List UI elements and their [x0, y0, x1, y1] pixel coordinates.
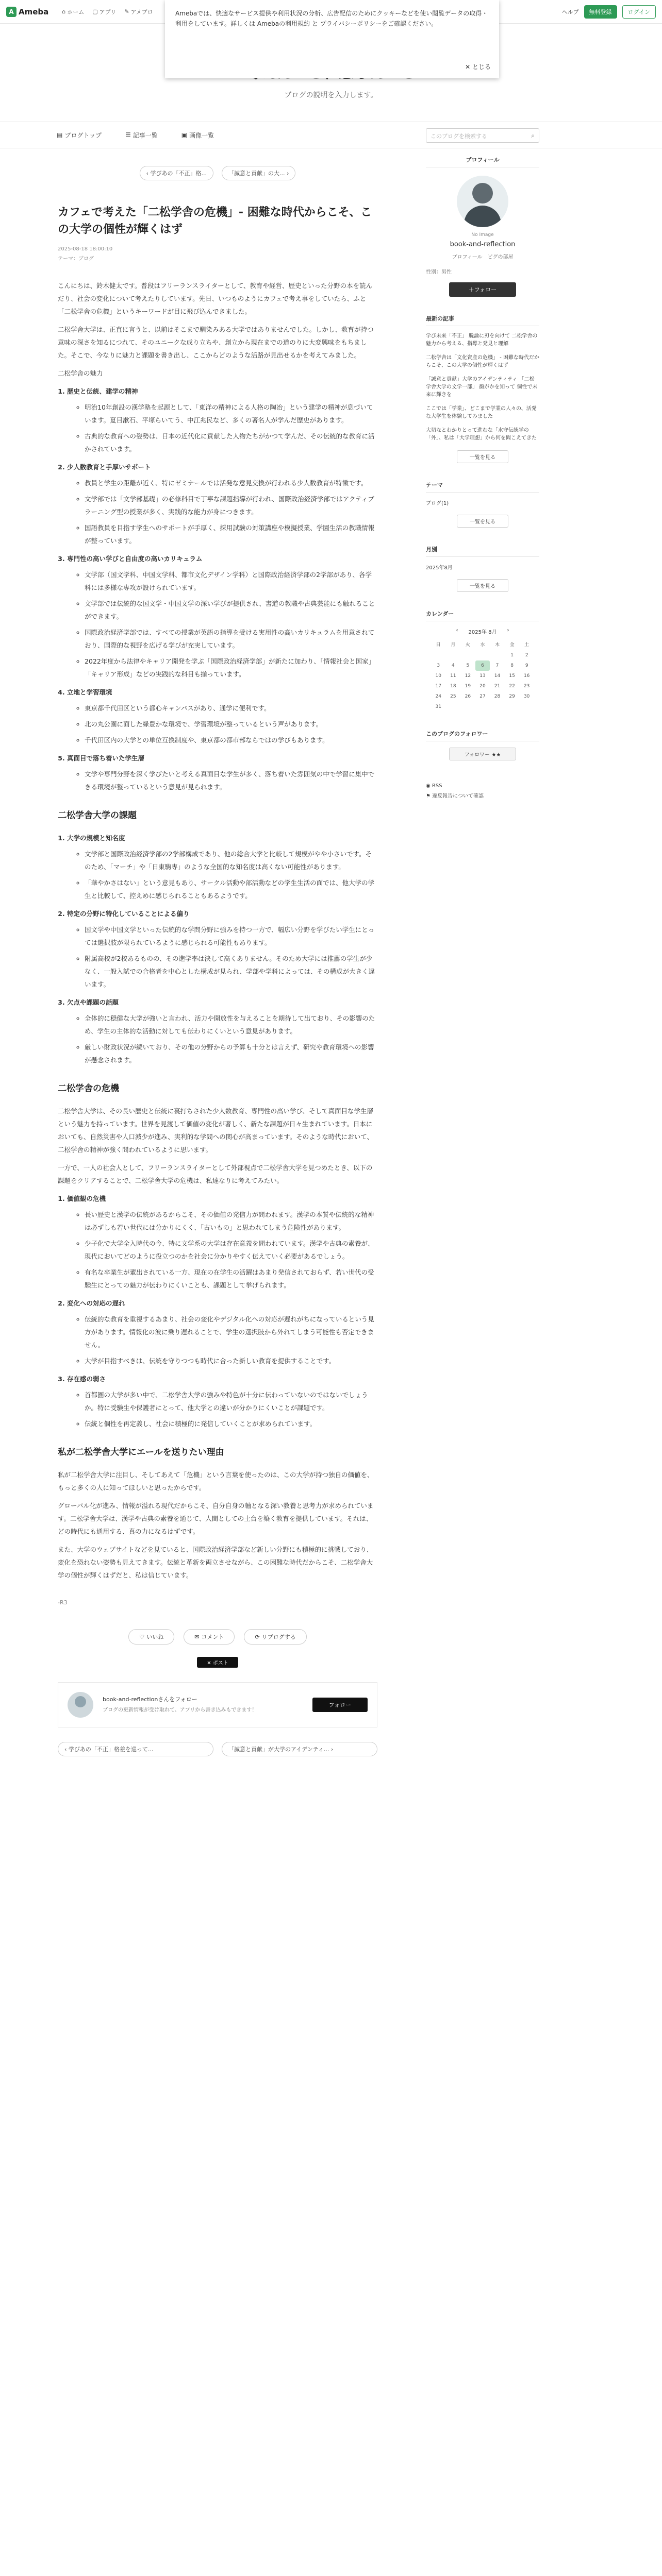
cal-day[interactable]: 26 — [465, 694, 471, 699]
entry-title: カフェで考えた「二松学舎の危機」- 困難な時代からこそ、この大学の個性が輝くはず — [58, 206, 372, 236]
cal-day[interactable]: 24 — [435, 694, 441, 699]
cal-weekday: 木 — [495, 642, 500, 648]
comment-button[interactable]: ✉ コメント — [184, 1629, 235, 1645]
widget-heading: 月別 — [426, 545, 539, 557]
blog-nav — [0, 122, 662, 148]
paragraph: 二松学舎大学は、正直に言うと、以前はそこまで馴染みある大学ではありませんでした。しかし、教育が持つ意味の深さを知るにつれて、そのユニークな成り立ちや、創立から現在までの道のりに大変興味をもちました。そこで、今なりに魅力と課題を書き出し、ここからどのような活路が見出せるかを考えてみました。 — [58, 326, 374, 359]
archive-widget — [426, 545, 539, 592]
profile-widget — [426, 156, 539, 297]
cal-weekday: 水 — [480, 642, 485, 648]
theme-more-button[interactable]: 一覧を見る — [457, 515, 508, 528]
recent-entry-link[interactable]: 学び未来「不正」 脱論に刃を向けて 二松学舎の魅力から考える、指導と発見と理解 — [426, 333, 538, 347]
paragraph: グローバル化が進み、情報が溢れる現代だからこそ、自分自身の軸となる深い教養と思考力が求められています。二松学舎大学は、漢学や古典の素養を通じて、人間としての土台を築く教育を提供しています。それは、どの時代にも通用する、真の力になるはずです。 — [58, 1502, 374, 1535]
cal-day — [519, 702, 534, 712]
cal-day[interactable]: 4 — [451, 663, 455, 668]
blog-search-input[interactable]: このブログを検索する ⌕ — [426, 128, 539, 143]
help-link[interactable]: ヘルプ — [561, 8, 579, 15]
nav-ameblo[interactable]: ✎ アメブロ — [124, 8, 153, 15]
search-icon[interactable]: ⌕ — [531, 132, 535, 139]
crisis-list: 1. 価値観の危機 ◦ 長い歴史と漢学の伝統があるからこそ、その価値の発信力が問われます。漢学の本質や伝統的な精神は必ずしも若い世代には分かりにくく、「古いもの」と思われてしまう危険性があります。 ◦ 少子化で大学全入時代の今、特に文学系の大学は存在意義を問われています。漢学や古典の素養が、現代においてどのように役立つのかを社会に分かりやすく伝えていく必要があるでしょう。 ◦ 有名な卒業生が輩出されている一方、現在の在学生の活躍はあまり発信されておらず、若い世代の受験生にとっての魅力が伝わりにくいことも、課題として挙げられます。 2. 変化への対応の遅れ ◦ 伝統的な教育を重視するあまり、社会の変化やデジタル化への対応が遅れがちになっているという見方があります。情報化の波に乗り遅れることで、学生の選択肢から外れてしまう可能性も否定できません。 ◦ 大学が目指すべきは、伝統を守りつつも時代に合った新しい教育を提供することです。 3. 存在感の弱さ ◦ 首都圏の大学が多い中で、二松学舎大学の強みや特色が十分に伝わっていないのではないでしょうか。特に受験生や保護者にとって、他大学との違いが分かりにくいことが課題です。 ◦ 伝統と個性を再定義し、社会に積極的に発信していくことが求められています。 — [67, 1192, 377, 1430]
paragraph: こんにちは、鈴木健太です。普段はフリーランスライターとして、教育や経営、歴史といった分野の本を読んだり、社会の変化について考えたりしています。先日、いつものようにカフェで考え事をしていたら、ふと「二松学舎の危機」というキーワードが目に飛び込んできました。 — [58, 282, 373, 315]
post-share-button[interactable]: ✕ ポスト — [197, 1657, 238, 1668]
cal-day[interactable]: 8 — [510, 663, 514, 668]
recent-entry-link[interactable]: 「誠意と貢献」大学のアイデンティティ 「二松学舎大学の文学一部」 顔がかを知って 個性で未来に輝きを — [426, 377, 538, 398]
profile-name[interactable]: book-and-reflection — [450, 241, 516, 248]
attractions-list: 1. 歴史と伝統、建学の精神 ◦ 明治10年創設の漢学塾を起源として、「東洋の精神による人格の陶冶」という建学の精神が息づいています。夏目漱石、平塚らいてう、中江兆民など、多くの著名人が学んだ歴史があります。 ◦ 古典的な教育への姿勢は、日本の近代化に貢献した人物たちがかつて学んだ、その伝統的な教育に活かされています。 2. 少人数教育と手厚いサポート ◦ 教員と学生の距離が近く、特にゼミナールでは活発な意見交換が行われる少人数教育が特徴です。 ◦ 文学部では「文学部基礎」の必修科目で丁寧な課題指導が行われ、国際政治経済学部ではアクティブラーニング型の授業が多く、実践的な能力が身につきます。 ◦ 国語教員を目指す学生へのサポートが手厚く、採用試験の対策講座や模擬授業、学園生活の教職情報が整っています。 3. 専門性の高い学びと自由度の高いカリキュラム ◦ 文学部（国文学科、中国文学科、都市文化デザイン学科）と国際政治経済学部の2学部があり、各学科には多様な専攻が設けられています。 ◦ 文学部では伝統的な国文学・中国文学の深い学びが提供され、書道の教職や古典芸能にも触れることができます。 ◦ 国際政治経済学部では、すべての授業が英語の指導を受ける実用性の高いカリキュラムを用意されており、国際的な視野を広げる学びが充実しています。 ◦ 2022年度から法律やキャリア開発を学ぶ「国際政治経済学部」が新たに加わり、「情報社会と国家」「キャリア形成」などの実践的な科目も揃っています。 4. 立地と学習環境 ◦ 東京都千代田区という都心キャンパスがあり、通学に便利です。 ◦ 北の丸公園に面した緑豊かな環境で、学習環境が整っているという声があります。 ◦ 千代田区内の大学との単位互換制度や、東京都の都市部ならではの学びもあります。 5. 真面目で落ち着いた学生層 ◦ 文学や専門分野を深く学びたいと考える真面目な学生が多く、落ち着いた雰囲気の中で学習に集中できる環境が整っているという意見が見られます。 — [67, 385, 377, 793]
main-column — [58, 156, 377, 1756]
cal-day[interactable]: 11 — [450, 673, 456, 679]
rss-icon: ◉ — [426, 783, 431, 789]
reaction-buttons — [58, 1629, 377, 1645]
entry-theme[interactable]: テーマ：ブログ — [58, 256, 94, 262]
paragraph: 一方で、一人の社会人として、フリーランスライターとして外部視点で二松学舎大学を見つめたとき、以下の課題をクリアすることで、二松学舎大学の危機は、私達なりに考えてみたい。 — [58, 1164, 373, 1184]
cal-day[interactable]: 25 — [450, 694, 456, 699]
paragraph: 二松学舎の魅力 — [58, 369, 103, 377]
bottom-pager — [58, 1742, 377, 1756]
cal-day[interactable]: 12 — [465, 673, 471, 679]
cal-day[interactable]: 31 — [435, 704, 441, 709]
rss-link[interactable]: ◉ RSS — [426, 783, 442, 789]
cal-prev-button[interactable]: ‹ — [456, 628, 458, 633]
follow-box — [58, 1682, 377, 1727]
cal-day[interactable]: 16 — [523, 673, 530, 679]
reblog-icon: ⟳ — [255, 1633, 260, 1640]
profile-links[interactable]: プロフィール ピグの部屋 — [452, 255, 514, 260]
entry-date: 2025-08-18 18:00:10 — [58, 246, 113, 252]
signup-button[interactable]: 無料登録 — [584, 5, 617, 19]
cal-day[interactable]: 21 — [494, 684, 501, 689]
paragraph: また、大学のウェブサイトなどを見ていると、国際政治経済学部など新しい分野にも積極的に挑戦しており、変化を恐れない姿勢も見えてきます。伝統と革新を両立させながら、この困難な時代だからこそ、二松学舎大学の個性が輝くはずだと、私は信じています。 — [58, 1546, 373, 1579]
image-icon: ▣ — [181, 131, 188, 139]
ameba-logo[interactable]: A Ameba — [6, 7, 48, 17]
cal-day[interactable]: 5 — [466, 663, 470, 668]
next-entry-link[interactable]: 「誠意と貢献」の大... › — [222, 166, 295, 180]
avatar-caption: No Image — [471, 232, 494, 238]
cal-day[interactable]: 9 — [525, 663, 528, 668]
list-icon: ☰ — [125, 131, 131, 139]
widget-heading: このブログのフォロワー — [426, 730, 539, 741]
calendar-table — [431, 638, 534, 712]
cal-day[interactable]: 19 — [465, 684, 471, 689]
cal-day[interactable]: 18 — [450, 684, 456, 689]
cal-day — [446, 702, 461, 712]
cal-weekday: 火 — [465, 642, 470, 648]
ameba-logo-icon: A — [6, 7, 16, 17]
issues-list: 1. 大学の規模と知名度 ◦ 文学部と国際政治経済学部の2学部構成であり、他の総合大学と比較して規模がやや小さいです。そのため、「マーチ」や「日東駒専」のような全国的な知名度は高くない可能性があります。 ◦ 「華やかさはない」という意見もあり、サークル活動や部活動などの学生生活の面では、他大学の学生と比較して、控えめに感じられることもあるようです。 2. 特定の分野に特化していることによる偏り ◦ 国文学や中国文学といった伝統的な学問分野に強みを持つ一方で、幅広い分野を学びたい学生にとっては選択肢が限られているように感じられる可能性もあります。 ◦ 附属高校が2校あるものの、その進学率は決して高くありません。そのため大学には推薦の学生が少なく、一般入試での合格者を中心とした構成が見られ、学部や学科によっては、その構成が大きく違います。 3. 欠点や課題の話題 ◦ 全体的に穏健な大学が強いと言われ、活力や開放性を与えることを期待して出ており、その影響のため、学生の主体的な活動に対しても伝わりにくいという意見があります。 ◦ 厳しい財政状況が続いており、その他の分野からの予算も十分とは言えず、研究や教育環境への影響が懸念されます。 — [67, 832, 377, 1066]
cal-day — [490, 702, 505, 712]
cal-day[interactable]: 10 — [435, 673, 441, 679]
login-button[interactable]: ログイン — [622, 5, 656, 19]
cal-weekday: 土 — [524, 642, 529, 648]
archive-link[interactable]: 2025年8月 — [426, 565, 453, 571]
cookie-consent-popup — [165, 0, 499, 78]
paragraph: 二松学舎大学は、その長い歴史と伝統に裏打ちされた少人数教育、専門性の高い学び、そして真面目な学生層という魅力を持っています。世界を見渡して価値の変化が著しく、新たな課題が日々生まれています。日本においても、自然災害や人口減少が進み、実利的な学問への関心が高まっています。そのような時代において、二松学舎の精神が強く問われているように思います。 — [58, 1107, 374, 1154]
cal-day — [490, 650, 505, 660]
entry-body — [58, 279, 377, 1608]
blog-nav-entries[interactable]: ☰ 記事一覧 — [125, 131, 158, 139]
cal-day[interactable]: 14 — [494, 673, 501, 679]
cal-weekday: 日 — [436, 642, 441, 648]
entry-tag: -R3 — [58, 1599, 68, 1606]
community-icon: ✎ — [124, 8, 129, 15]
cal-day[interactable]: 28 — [494, 694, 501, 699]
recent-more-button[interactable]: 一覧を見る — [457, 450, 508, 463]
comment-icon: ✉ — [194, 1633, 200, 1640]
follow-subtext: ブログの更新情報が受け取れて、アプリから書き込みもできます！ — [103, 1707, 257, 1713]
recent-entries-widget — [426, 314, 539, 463]
entry-pager — [58, 166, 377, 180]
cal-day[interactable]: 20 — [479, 684, 486, 689]
cal-day[interactable]: 1 — [510, 653, 514, 658]
nav-app[interactable]: ▢ アプリ — [92, 8, 117, 15]
archive-more-button[interactable]: 一覧を見る — [457, 579, 508, 592]
cookie-consent-text: Amebaでは、快適なサービス提供や利用状況の分析、広告配信のためにクッキーなどを使い閲覧データの取得・利用をしています。詳しくは Amebaの利用規約 と プライバシーポリシーをご確認ください。 — [175, 10, 488, 28]
reblog-button[interactable]: ⟳ リブログする — [244, 1629, 306, 1645]
bottom-prev-link[interactable]: ‹ 学びあの「不正」格差を巡って... — [58, 1742, 213, 1756]
like-button[interactable]: ♡ いいね — [128, 1629, 174, 1645]
flag-icon: ⚑ — [426, 793, 431, 799]
follow-text: book-and-reflectionさんをフォロー — [103, 1696, 197, 1703]
cal-weekday: 金 — [509, 642, 515, 648]
followers-button[interactable]: フォロワー ★★ — [449, 748, 516, 760]
global-nav — [62, 8, 153, 16]
cal-day[interactable]: 3 — [437, 663, 440, 668]
widget-heading: カレンダー — [426, 609, 539, 621]
blog-icon: ▤ — [57, 131, 63, 139]
report-link[interactable]: ⚑ 違反報告について確認 — [426, 793, 484, 799]
section-heading: 私が二松学舎大学にエールを送りたい理由 — [58, 1447, 224, 1458]
heart-icon: ♡ — [139, 1633, 145, 1640]
calendar-widget — [426, 609, 539, 712]
cal-day[interactable]: 27 — [479, 694, 486, 699]
widget-heading: プロフィール — [426, 156, 539, 167]
blog-nav-top[interactable]: ▤ ブログトップ — [57, 131, 102, 139]
cal-day — [460, 650, 475, 660]
cal-day[interactable]: 22 — [509, 684, 515, 689]
cal-day[interactable]: 23 — [523, 684, 530, 689]
theme-widget — [426, 481, 539, 528]
cal-day — [475, 702, 490, 712]
widget-heading: テーマ — [426, 481, 539, 493]
cal-day — [446, 650, 461, 660]
section-heading: 二松学舎大学の課題 — [58, 810, 137, 821]
cal-day[interactable]: 13 — [479, 673, 486, 679]
cal-day[interactable]: 17 — [435, 684, 441, 689]
cal-weekday: 月 — [451, 642, 456, 648]
cal-day[interactable]: 15 — [509, 673, 515, 679]
section-heading: 二松学舎の危機 — [58, 1083, 119, 1094]
recent-entry-link[interactable]: 大切なとわかりとって進むな「水守伝統学の「外」、私は「大学理想」から何を聞こえてきた — [426, 428, 537, 441]
cal-day[interactable]: 7 — [495, 663, 499, 668]
entry-meta — [58, 244, 377, 264]
home-icon: ⌂ — [62, 8, 66, 15]
recent-entry-link[interactable]: 二松学舎は「文化資産の危機」 - 困難な時代だからこそ、この大学の個性が輝くはず — [426, 355, 539, 368]
recent-entry-link[interactable]: ここでは「学業」、どこまで学業の人々の、活発な大学生を体験してみました — [426, 406, 537, 419]
cal-day — [475, 650, 490, 660]
sidebar — [426, 156, 539, 802]
paragraph: 私が二松学舎大学に注目し、そしてあえて「危機」という言葉を使ったのは、この大学が持つ独自の価値を、もっと多くの人に知ってほしいと思ったからです。 — [58, 1471, 374, 1492]
follow-button[interactable]: フォロー — [312, 1698, 368, 1712]
profile-gender: 性別：男性 — [426, 269, 452, 275]
sidebar-links — [426, 781, 539, 802]
theme-link[interactable]: ブログ(1) — [426, 501, 449, 506]
blog-description: ブログの説明を入力します。 — [284, 91, 378, 99]
cal-day — [431, 650, 446, 660]
sidebar-follow-button[interactable]: ＋フォロー — [449, 282, 516, 297]
cal-day[interactable]: 29 — [509, 694, 515, 699]
widget-heading: 最新の記事 — [426, 314, 539, 326]
nav-home[interactable]: ⌂ ホーム — [62, 8, 85, 15]
cal-day[interactable]: 6 — [475, 660, 490, 671]
cal-month: 2025年 8月 — [468, 630, 497, 635]
avatar — [68, 1692, 93, 1718]
cal-day — [505, 702, 520, 712]
prev-entry-link[interactable]: ‹ 学びあの「不正」格... — [140, 166, 213, 180]
bottom-next-link[interactable]: 「誠意と貢献」が大学のアイデンティ... › — [222, 1742, 377, 1756]
profile-avatar[interactable] — [457, 176, 508, 227]
cal-day[interactable]: 30 — [523, 694, 530, 699]
cal-day — [460, 702, 475, 712]
cal-day[interactable]: 2 — [525, 653, 528, 658]
cal-next-button[interactable]: › — [507, 628, 509, 633]
followers-widget — [426, 730, 539, 760]
blog-nav-images[interactable]: ▣ 画像一覧 — [181, 131, 214, 139]
popup-close-button[interactable]: ✕ とじる — [465, 63, 491, 71]
app-icon: ▢ — [92, 8, 98, 15]
